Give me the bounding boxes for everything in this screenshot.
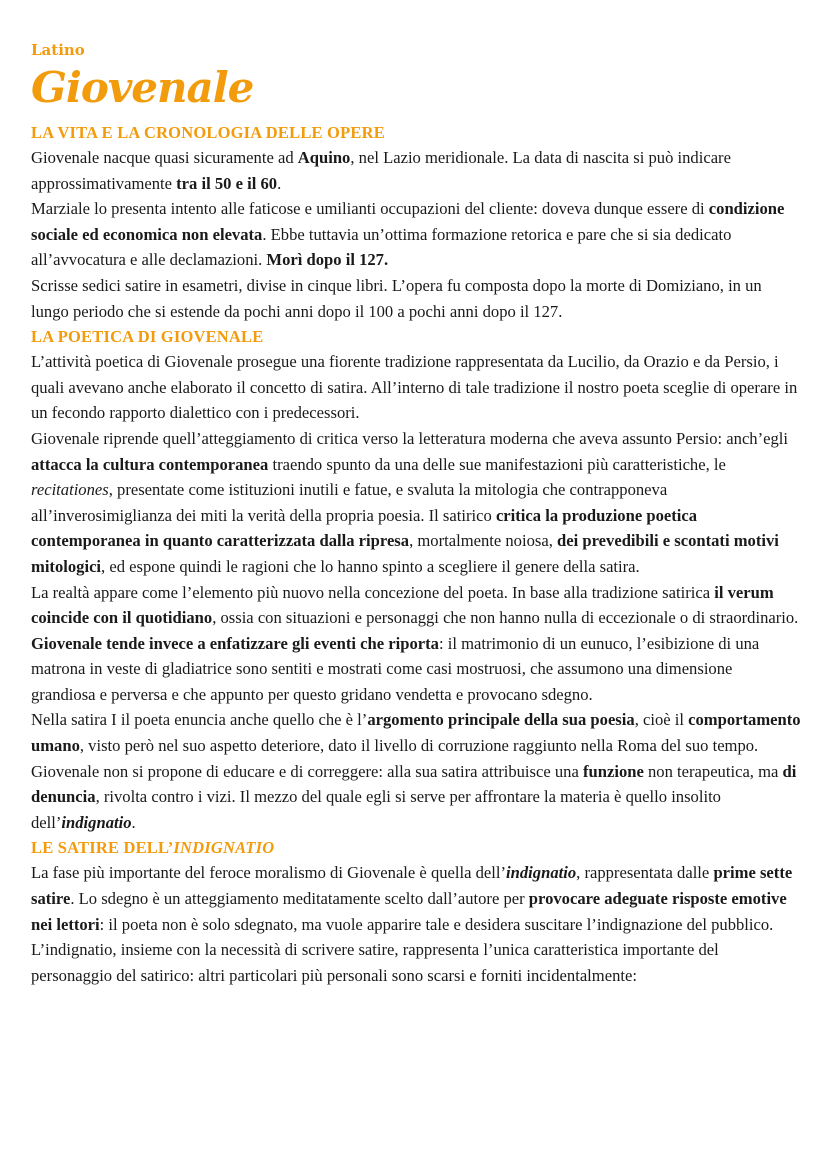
section-heading-poetica: LA POETICA DI GIOVENALE xyxy=(31,327,264,347)
paragraph: La fase più importante del feroce moralismo di Giovenale è quella dell’indignatio, rappresentata dalle prime sette satire. Lo sdegno è un atteggiamento meditatamente scelto dall’autore per provocare adeguate risposte emotive nei lettori: il poeta non è solo sdegnato, ma vuole apparire tale e desidera suscitare l’indignazione del pubblico. xyxy=(31,863,793,934)
paragraph: Giovenale nacque quasi sicuramente ad Aquino, nel Lazio meridionale. La data di nascita si può indicare approssimativamente tra il 50 e il 60. xyxy=(31,148,731,193)
paragraph: Scrisse sedici satire in esametri, divise in cinque libri. L’opera fu composta dopo la morte di Domiziano, in un lungo periodo che si estende da pochi anni dopo il 100 a pochi anni dopo il 127. xyxy=(31,275,762,321)
paragraph: La realtà appare come l’elemento più nuovo nella concezione del poeta. In base alla tradizione satirica il verum coincide con il quotidiano, ossia con situazioni e personaggi che non hanno nulla di eccezionale o di straordinario. xyxy=(31,582,799,628)
page-title: Giovenale xyxy=(31,63,254,112)
paragraph: L’indignatio, insieme con la necessità di scrivere satire, rappresenta l’unica caratteristica importante del personaggio del satirico: altri particolari più personali sono scarsi e forniti incidentalmente: xyxy=(31,940,719,985)
section-heading-satire: LE SATIRE DELL’INDIGNATIO xyxy=(31,838,275,858)
paragraph: Marziale lo presenta intento alle faticose e umilianti occupazioni del cliente: doveva dunque essere di condizione sociale ed economica non elevata. Ebbe tuttavia un’ottima formazione retorica e pare che si sia dedicato all’avvocatura e alle declamazioni. Morì dopo il 127. xyxy=(31,199,785,270)
subject-label: Latino xyxy=(31,41,85,59)
paragraph: Giovenale riprende quell’atteggiamento di critica verso la letteratura moderna che aveva assunto Persio: anch’egli attacca la cultura contemporanea traendo spunto da una delle sue manifestazioni più caratteristiche, le recitationes, presentate come istituzioni inutili e fatue, e svaluta la mitologia che contrapponeva all’inverosimiglianza dei miti la verità della propria poesia. Il satirico critica la produzione poetica contemporanea in quanto caratterizzata dalla ripresa, mortalmente noiosa, dei prevedibili e scontati motivi mitologici, ed espone quindi le ragioni che lo hanno spinto a scegliere il genere della satira. xyxy=(31,428,789,576)
paragraph: Giovenale tende invece a enfatizzare gli eventi che riporta: il matrimonio di un eunuco, l’esibizione di una matrona in veste di gladiatrice sono sentiti e mostrati come casi mostruosi, che assumono una dimensione grandiosa e perversa e che appunto per questo gridano vendetta e provocano sdegno. xyxy=(31,633,760,704)
paragraph: L’attività poetica di Giovenale prosegue una fiorente tradizione rappresentata da Lucilio, da Orazio e da Persio, i quali avevano anche elaborato il concetto di satira. All’interno di tale tradizione il nostro poeta sceglie di operare in un fecondo rapporto dialettico con i predecessori. xyxy=(31,352,798,423)
paragraph: Giovenale non si propone di educare e di correggere: alla sua satira attribuisce una funzione non terapeutica, ma di denuncia, rivolta contro i vizi. Il mezzo del quale egli si serve per affrontare la materia è quello insolito dell’indignatio. xyxy=(31,761,797,832)
section-heading-vita: LA VITA E LA CRONOLOGIA DELLE OPERE xyxy=(31,123,385,142)
document-page xyxy=(31,40,801,988)
paragraph: Nella satira I il poeta enuncia anche quello che è l’argomento principale della sua poesia, cioè il comportamento umano, visto però nel suo aspetto deteriore, dato il livello di corruzione raggiunto nella Roma del suo tempo. xyxy=(31,710,801,756)
